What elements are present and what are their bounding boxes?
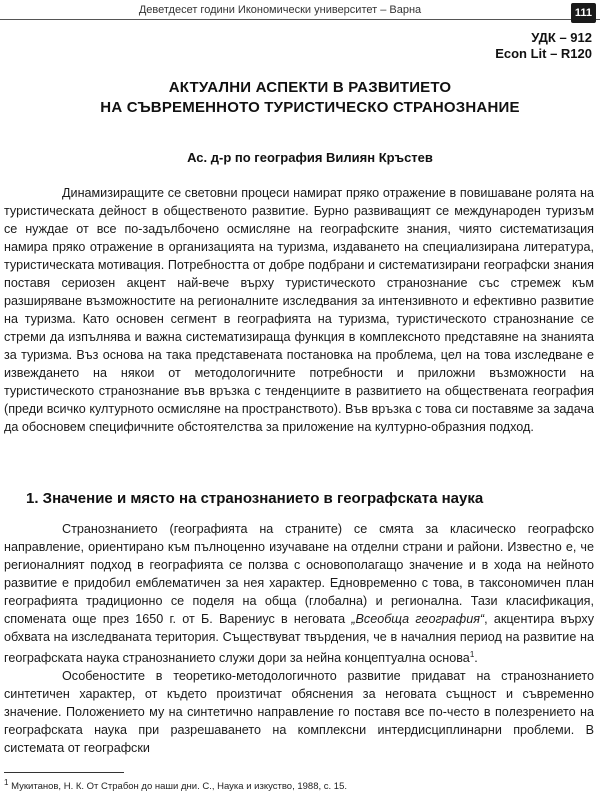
title-line-1: АКТУАЛНИ АСПЕКТИ В РАЗВИТИЕТО <box>168 79 452 96</box>
intro-paragraph: Динамизиращите се световни процеси намират пряко отражение в повишаване ролята на туристическата дейност в общественото развитие. Бурно развиващият се международен туризъм се нуждае от все по-задълбочено осмисляне на географските знания, чиято систематизация намира пряко отражение в организацията на туризма, издаването на специализирана литература, туристическата мотивация. Потребността от добре подбрани и систематизирани географски знания поставя сериозен акцент най-вече върху туристическото странознание със стремеж към разширяване възможностите на регионалните изследвания за интензивното и ефективно развитие на туризма. Като основен сегмент в географията на туризма, туристическото странознание се стреми да изпълнява и важна систематизираща функция в комплексното представяне на знанията за туризма. Въз основа на така представената постановка на проблема, цел на това изследване е извеждането на някои от методологичните потребности и приложни възможности на туристическото странознание във връзка с тенденциите в развитието на обществената география (преди всичко културното осмисляне на пространството). Във връзка с това си поставяме за задача да обосновем специфичните обстоятелства за приложение на културно-образния подход. <box>4 186 594 434</box>
page-number-badge: 111 <box>571 3 596 23</box>
section-1-paragraph-1 <box>4 520 594 667</box>
footnote-marker: 1 <box>4 778 9 787</box>
section-1-body <box>4 520 594 757</box>
footnote-divider <box>4 772 124 773</box>
running-header <box>0 0 600 20</box>
footnote-text: Мукитанов, Н. К. От Страбон до наши дни. С., Наука и изкуство, 1988, с. 15. <box>11 781 347 793</box>
article-title <box>40 78 580 118</box>
section-1-p1-text-b: , акцентира върху обхвата на изследваната територия. Съществуват твърдения, че в началния период на развитие на географската наука странознанието служи дори за нейна концептуална основа <box>4 612 595 666</box>
econlit-code: Econ Lit – R120 <box>495 46 592 61</box>
title-line-2: НА СЪВРЕМЕННОТО ТУРИСТИЧЕСКО СТРАНОЗНАНИЕ <box>100 99 520 116</box>
footnote-reference[interactable]: 1 <box>469 650 475 659</box>
section-1-p1-text-a: Странознанието (географията на страните) се смята за класическо географско направление, ориентирано към пълноценно изучаване на отделни страни и райони. Известно е, че регионалният подход в географията се ползва с основополагащо значение и в хода на нейното развитие е придобил емблематичен за нея характер. Едновременно с това, в таксономичен план географията традиционно се поделя на обща (глобална) и регионална. Тази класификация, спомената още през 1650 г. от Б. Варениус в неговата <box>4 522 594 626</box>
classification-codes <box>495 30 592 62</box>
section-1-paragraph-2: Особеностите в теоретико-методологичното развитие придават на странознанието синтетичен характер, от където произтичат обяснения за неговата същност и съвременно значение. Положението му на синтетично направление го поставя все по-често в полезрението на географската наука при разрешаването на комплексни интердисциплинарни проблеми. В системата от географски <box>4 669 594 756</box>
udc-code: УДК – 912 <box>531 30 592 45</box>
intro-section <box>4 184 594 436</box>
running-title: Деветдесет години Икономически университет – Варна <box>138 4 422 16</box>
footnote <box>4 776 594 794</box>
author-line: Ас. д-р по география Вилиян Кръстев <box>187 150 433 165</box>
section-1-p1-end: . <box>474 651 478 666</box>
book-title-italic: „Всеобща география“ <box>351 612 485 626</box>
section-1-heading: 1. Значение и място на странознанието в географската наука <box>26 490 484 507</box>
